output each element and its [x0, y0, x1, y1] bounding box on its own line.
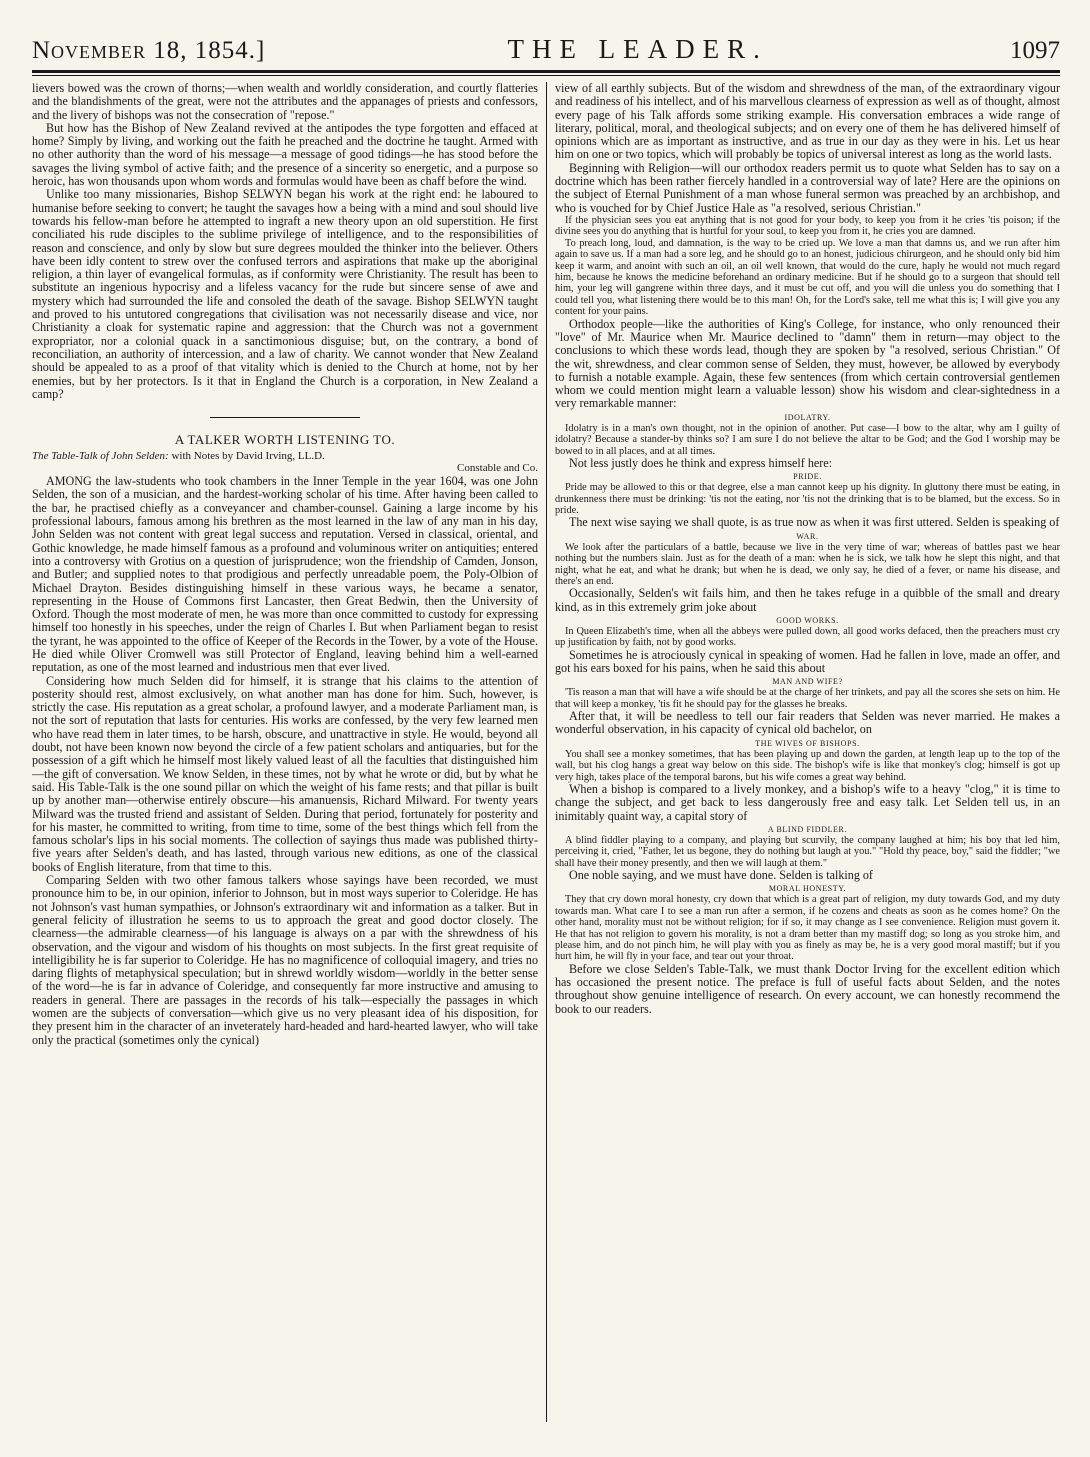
quotation: If the physician sees you eat anything that is not good for your body, to keep you from it he cries 'tis poison; if the divine sees you do anything that is hurtful for your soul, to keep you from it, he cries you are damned. [555, 214, 1060, 238]
quote-heading-moral-honesty: MORAL HONESTY. [768, 884, 847, 894]
review-title: A TALKER WORTH LISTENING TO. [174, 432, 396, 448]
review-paragraph: AMONG the law-students who took chambers in the Inner Temple in the year 1604, was one John Selden, the son of a musician, and the hardest-working scholar of his time. After having been called to the bar, he practised chiefly as a conveyancer and chamber-counsel. Gaining a large income by his professional labours, famous among his brethren as the most learned in the law of any man in his day, John Selden was not content with great legal success and reputation. Versed in classical, oriental, and Gothic knowledge, he made himself famous as a profound and voluminous writer on antiquities; entered into a controversy with Grotius on a question of jurisprudence; won the friendship of Camden, Jonson, and Butler; and supplied notes to that prodigious and perfectly unreadable poem, the Poly-Olbion of Michael Drayton. Besides distinguishing himself in these various ways, he became a senator, representing in the House of Commons first Lancaster, then Great Bedwin, then the University of Oxford. Though the most moderate of men, he was more than once committed to custody for expressing himself too honestly in his speeches, under the reign of Charles I. But when Parliament began to resist the tyrant, he was appointed to the office of Keeper of the Records in the Tower, by a vote of the House. He died while Oliver Cromwell was still Protector of England, leaving behind him a well-earned reputation, as one of the most learned and industrious men that ever lived. [32, 474, 538, 675]
quote-heading-good-works: GOOD WORKS. [776, 615, 839, 625]
masthead-rule [32, 70, 1060, 73]
quote-heading-man-and-wife: MAN AND WIFE? [772, 677, 843, 687]
quote-heading-wives-of-bishops: THE WIVES OF BISHOPS. [755, 738, 860, 748]
quote-heading-blind-fiddler: A BLIND FIDDLER. [767, 824, 848, 834]
quotation: You shall see a monkey sometimes, that has been playing up and down the garden, at length leap up to the top of the wall, but his clog hangs a great way below on this side. The bishop's wife is like that monkey's clog; himself is got up very high, takes place of the temporal barons, but his wife comes a great way behind. [555, 748, 1060, 783]
quotation: To preach long, loud, and damnation, is the way to be cried up. We love a man that damns us, and we run after him again to save us. If a man had a sore leg, and he should go to an honest, judicious chirurgeon, and he should only bid him keep it warm, and anoint with such an oil, an oil well known, that would do the cure, haply he would not much regard him, because he knows the medicine beforehand an ordinary medicine. But if he should go to a surgeon that should tell him, your leg will gangrene within three days, and it must be cut off, and you will die unless you do something that I could tell you, what listening there would be to this man! Oh, for the Lord's sake, tell me what this is; I will give you any content for your pains. [555, 237, 1060, 318]
review-paragraph: Occasionally, Selden's wit fails him, and then he takes refuge in a quibble of the small and dreary kind, as in this extremely grim joke about [555, 586, 1060, 614]
quotation: 'Tis reason a man that will have a wife should be at the charge of her trinkets, and pay all the scores she sets on him. He that will keep a monkey, 'tis fit he should pay for the glasses he breaks. [555, 687, 1060, 710]
quotation: Pride may be allowed to this or that degree, else a man cannot keep up his dignity. In gluttony there must be eating, in drunkenness there must be drinking: 'tis not the eating, nor 'tis not the drinking that is to be blamed, but the excess. So in pride. [555, 482, 1060, 517]
quotation: In Queen Elizabeth's time, when all the abbeys were pulled down, all good works defaced, then the preachers must cry up justification by faith, not by good works. [555, 625, 1060, 649]
page-number: 1097 [1009, 37, 1060, 64]
review-paragraph: view of all earthly subjects. But of the wisdom and shrewdness of the man, of the extraordinary vigour and readiness of his intellect, and of his marvellous clearness of expression as well as of thought, almost every page of his Talk affords some striking example. His conversation embraces a wide range of literary, political, moral, and theological subjects; and on every one of them he has delivered himself of opinions which are as important as instructive, and as true in our day as they were in his. Let us hear him on one or two topics, which will probably be topics of universal interest as long as the world lasts. [555, 82, 1060, 162]
review-paragraph: Considering how much Selden did for himself, it is strange that his claims to the attention of posterity should rest, almost exclusively, on what another man has done for him. Such, however, is strictly the case. His reputation as a great scholar, a profound lawyer, and a moderate Parliament man, is not the sort of reputation that lasts for centuries. His works are confessed, by the very few learned men who have read them in later times, to be harsh, obscure, and unattractive in style. He would, beyond all doubt, not have been known now beyond the circle of a few patient scholars and antiquaries, but for the possession of a gift which he himself most likely valued least of all the faculties that distinguished him—the gift of conversation. We know Selden, in these times, not by what he wrote or did, but by what he said. His Table-Talk is the one sound pillar on which the weight of his fame rests; and that pillar is built up by another man—otherwise entirely obscure—his amanuensis, Richard Milward. For twenty years Milward was the trusted friend and assistant of Selden. During that period, fortunately for posterity and for his master, he committed to writing, from time to time, some of the best things which fell from the famous scholar's lips in his social moments. The collection of sayings thus made was published thirty-five years after Selden's death, and has lasted, through various new editions, as one of the classical books of English literature, from that time to this. [32, 673, 538, 874]
review-paragraph: When a bishop is compared to a lively monkey, and a bishop's wife to a heavy "clog," it is time to change the subject, and get back to less dangerously free and easy talk. Let Selden tell us, in an inimitably quaint way, a capital story of [555, 781, 1060, 823]
quote-heading-pride: PRIDE. [793, 472, 822, 482]
issue-date: November 18, 1854.] [32, 37, 266, 64]
review-book-notes: with Notes by David Irving, LL.D. [168, 450, 325, 463]
review-paragraph: Orthodox people—like the authorities of King's College, for instance, who only renounced their "love" of Mr. Maurice when Mr. Maurice declined to "damn" them in return—may object to the conclusions to which these words lead, though they are spoken by "a resolved, serious Christian." Of the wit, shrewdness, and clear common sense of Selden, they must, however, be allowed by everybody to furnish a notable example. Again, these few sentences (from which certain controversial gentlemen whom we could mention might learn a valuable lesson) show his wisdom and clear-sightedness in a very remarkable manner: [555, 316, 1060, 411]
newspaper-title: THE LEADER. [507, 34, 768, 64]
review-paragraph: Beginning with Religion—will our orthodox readers permit us to quote what Selden has to say on a doctrine which has been rather fiercely handled in a controversial way of late? Here are the opinions on the subject of Eternal Punishment of a man whose funeral sermon was preached by an archbishop, and who is vouched for by Chief Justice Hale as "a resolved, serious Christian." [555, 160, 1060, 215]
review-paragraph: Before we close Selden's Table-Talk, we must thank Doctor Irving for the excellent edition which has occasioned the present notice. The preface is full of useful facts about Selden, and the notes throughout show genuine intelligence of research. On every account, we can honestly recommend the book to our readers. [555, 961, 1060, 1016]
review-paragraph: Comparing Selden with two other famous talkers whose sayings have been recorded, we must pronounce him to be, in our opinion, inferior to Johnson, but in most ways superior to Coleridge. He has not Johnson's vast human sympathies, or Johnson's extraordinary wit and information as a talker. But in general felicity of illustration he seems to us to approach the great and good doctor closely. The clearness—the admirable clearness—of his language is always on a par with the shrewdness of his observation, and the vigour and wisdom of his thoughts on most subjects. In the first great requisite of intelligibility he is far superior to Coleridge. He has no magnificence of colloquial imagery, and tries no daring flights of metaphysical speculation; but in shrewd worldly wisdom—worldly in the better sense of the word—he is far in advance of Coleridge, and consequently far more instructive and amusing to readers in general. There are passages in the records of his talk—especially the passages in which women are the subjects of conversation—which give us no very pleasant idea of his disposition, for they present him in the character of an inveterately hard-headed and hard-hearted lawyer, who will take only the practical (sometimes only the cynical) [32, 873, 538, 1047]
review-paragraph: The next wise saying we shall quote, is as true now as when it was first uttered. Selden is speaking of [569, 515, 1060, 530]
review-paragraph: One noble saying, and we must have done. Selden is talking of [569, 868, 873, 883]
quote-heading-war: WAR. [796, 531, 819, 541]
review-book-title: The Table-Talk of John Selden: [32, 450, 169, 463]
quotation: They that cry down moral honesty, cry down that which is a great part of religion, my duty towards God, and my duty towards man. What care I to see a man run after a sermon, if he cozens and cheats as soon as he comes home? On the other hand, morality must not be without religion; for if so, it may change as I see convenience. Religion must govern it. He that has not religion to govern his morality, is not a dram better than my mastiff dog; so long as you stroke him, and please him, and do not pinch him, he will play with you as finely as may be, he is a very good moral mastiff; but if you hurt him, he will fly in your face, and tear out your throat. [555, 894, 1060, 963]
review-paragraph: Sometimes he is atrociously cynical in speaking of women. Had he fallen in love, made an offer, and got his ears boxed for his pains, when he said this about [555, 647, 1060, 676]
review-paragraph: Not less justly does he think and express himself here: [569, 455, 832, 470]
masthead [32, 34, 1060, 68]
article-paragraph: lievers bowed was the crown of thorns;—when wealth and worldly consideration, and courtly flatteries and the blandishments of the great, were not the attributes and the appanages of priests and confessors, and the livery of bishops was not the consecration of "repose." [32, 82, 538, 122]
right-column [546, 82, 1060, 1422]
review-book-line [32, 450, 538, 462]
quotation: We look after the particulars of a battle, because we live in the very time of war; whereas of battles past we hear nothing but the numbers slain. Just as for the death of a man: when he is sick, we talk how he slept this night, and that night, what he eat, and what he drank; but when he is dead, we only say, he died of a fever, or name his disease, and there's an end. [555, 541, 1060, 587]
left-column [32, 82, 546, 1422]
quotation: A blind fiddler playing to a company, and playing but scurvily, the company laughed at him; his boy that led him, perceiving it, cried, "Father, let us begone, they do nothing but laugh at you." "Hold thy peace, boy," said the fiddler; "we shall have their money presently, and then we will laugh at them." [555, 834, 1060, 869]
review-publisher: Constable and Co. [457, 462, 538, 475]
quotation: Idolatry is in a man's own thought, not in the opinion of another. Put case—I bow to the altar, why am I guilty of idolatry? Because a stander-by thinks so? I am sure I do not believe the altar to be God; and the God I worship may be bowed to in all places, and at all times. [555, 422, 1060, 457]
article-separator [210, 417, 360, 418]
quote-heading-idolatry: IDOLATRY. [784, 412, 831, 422]
masthead-rule-thin [32, 75, 1060, 76]
article-paragraph: But how has the Bishop of New Zealand revived at the antipodes the type forgotten and effaced at home? Simply by living, and working out the faith he preached and the doctrine he taught. Armed with no other authority than the word of his message—a message of good tidings—he has stood before the savages the living symbol of active faith; and the presence of a sincerity so energetic, and a purpose so heroic, has won thousands upon whom words and formulas would have been as chaff before the wind. [32, 120, 538, 189]
article-paragraph: Unlike too many missionaries, Bishop SELWYN began his work at the right end: he laboured to humanise before seeking to convert; he taught the savages how a being with a mind and soul should live towards his fellow-man before he attempted to ingraft a new theory upon an old superstition. He first conciliated his rude disciples to the sublime privilege of intelligence, and to the responsibilities of reason and conscience, and only by slow but sure degrees moulded the thinker into the believer. Others have been idly content to strew over the confused terrors and aspirations that make up the aboriginal religion, a thin layer of evangelical formulas, as if conformity were Christianity. The result has been to substitute an ingenious hypocrisy and a lifeless vacancy for the rude but sincere sense of awe and mystery which had surrounded the life and consoled the death of the savage. Bishop SELWYN taught and proved to his untutored congregations that civilisation was not necessarily disease and vice, nor Christianity a cloak for systematic rapine and aggression: that the Church was not a government expropriator, nor a colonial quack in a sanctimonious disguise; but, on the contrary, a bond of reconciliation, an authority of intercession, and a law of charity. We cannot wonder that New Zealand should be appealed to as a proof of that vitality which is denied to the Church at home, not by her enemies, but by her protectors. Is it that in England the Church is a corporation, in New Zealand a camp? [32, 187, 538, 401]
review-paragraph: After that, it will be needless to tell our fair readers that Selden was never married. He makes a wonderful observation, in his capacity of cynical old bachelor, on [555, 709, 1060, 737]
columns [32, 82, 1060, 1422]
